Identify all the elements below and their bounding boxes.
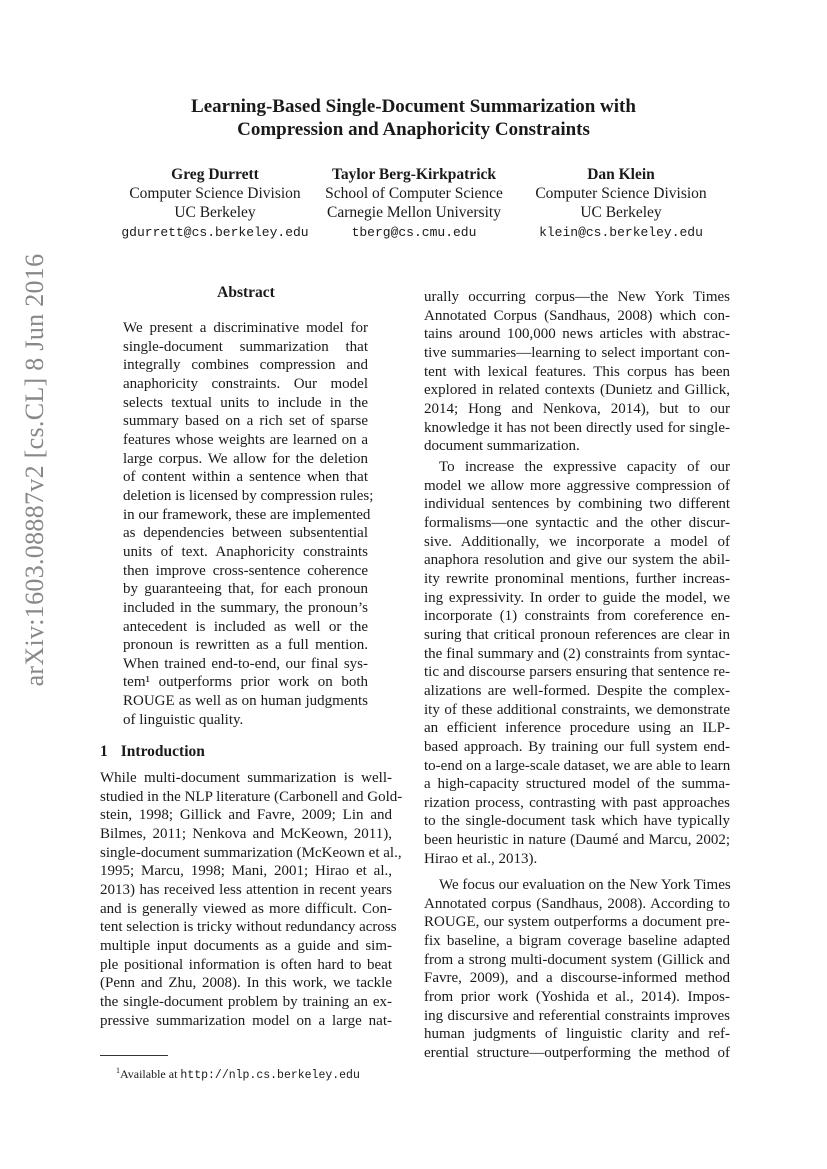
section-number: 1	[100, 743, 108, 760]
text-line: integrally combines compression and	[123, 357, 368, 374]
footnote-mark: 1	[116, 1066, 120, 1075]
text-line: of linguistic quality.	[123, 711, 244, 728]
text-line: and is generally viewed as more difficult. Con-	[100, 900, 392, 917]
text-line: When trained end-to-end, our final sys-	[123, 655, 368, 672]
text-line: a high-capacity structured model of the summa-	[424, 776, 730, 793]
text-line: pronoun is rewritten as a full mention.	[123, 637, 368, 654]
text-line: rization process, contrasting with past approaches	[424, 794, 730, 811]
text-line: While multi-document summarization is well-	[100, 770, 392, 786]
text-line: fix baseline, a bigram coverage baseline adapted	[424, 932, 730, 949]
author-email: gdurrett@cs.berkeley.edu	[121, 224, 309, 240]
text-line: been heuristic in nature (Daumé and Marcu, 2002;	[424, 832, 730, 849]
text-line: anaphoricity constraints. Our model	[123, 375, 368, 392]
text-line: then improve cross-sentence coherence	[123, 562, 368, 579]
text-line: model we allow more aggressive compression of	[424, 477, 730, 494]
text-line: Favre, 2009), and a discourse-informed method	[424, 970, 730, 987]
text-line: We focus our evaluation on the New York Times	[439, 877, 731, 893]
text-line: 1995; Marcu, 1998; Mani, 2001; Hirao et al.,	[100, 863, 392, 880]
text-line: knowledge it has not been directly used for single-	[424, 419, 730, 436]
author-institution: UC Berkeley	[580, 204, 662, 222]
text-line: We present a discriminative model for	[123, 320, 368, 336]
text-line: Hirao et al., 2013).	[424, 850, 538, 867]
text-line: studied in the NLP literature (Carbonell and Gold-	[100, 788, 403, 805]
text-line: of content within a sentence when that	[123, 469, 368, 486]
text-line: from prior work (Yoshida et al., 2014). Impos-	[424, 988, 730, 1005]
text-line: single-document summarization that	[123, 338, 368, 355]
author-institution: UC Berkeley	[174, 204, 256, 222]
section-title: Introduction	[120, 743, 205, 760]
author-email: klein@cs.berkeley.edu	[539, 224, 703, 240]
text-line: the single-document problem by training an ex-	[100, 993, 392, 1010]
text-line: summary based on a rich set of sparse	[123, 413, 368, 430]
text-line: ing discursive and referential constraints improves	[424, 1007, 730, 1024]
text-line: included in the summary, the pronoun’s	[123, 599, 368, 616]
text-line: sive. Additionally, we incorporate a model of	[424, 533, 730, 550]
text-line: tive summaries—learning to select important con-	[424, 344, 730, 361]
text-line: ing expressivity. In order to guide the model, we	[424, 589, 730, 606]
text-line: erential structure—outperforming the method of	[424, 1044, 730, 1061]
abstract-heading: Abstract	[217, 284, 275, 301]
text-line: (Penn and Zhu, 2008). In this work, we tackle	[100, 975, 392, 992]
text-line: selects textual units to include in the	[123, 394, 368, 411]
text-line: antecedent is included as well or the	[123, 618, 368, 635]
text-line: 2014; Hong and Nenkova, 2014), but to our	[424, 400, 730, 417]
title-line: Learning-Based Single-Document Summarization with	[191, 96, 636, 117]
text-line: tent with lexical features. This corpus has been	[424, 363, 730, 380]
text-line: by guaranteeing that, for each pronoun	[123, 581, 368, 598]
text-line: an efficient inference procedure using an ILP-	[424, 720, 730, 737]
right-paragraph-3	[424, 876, 730, 1063]
author-name: Taylor Berg-Kirkpatrick	[331, 166, 497, 183]
text-line: units of text. Anaphoricity constraints	[123, 543, 368, 560]
footnote-url[interactable]: http://nlp.cs.berkeley.edu	[180, 1069, 360, 1082]
author-affiliation: Computer Science Division	[129, 185, 301, 203]
text-line: ple positional information is often hard to beat	[100, 956, 392, 973]
text-line: single-document summarization (McKeown et al.,	[100, 844, 402, 861]
text-line: stein, 1998; Gillick and Favre, 2009; Lin and	[100, 807, 392, 824]
author-institution: Carnegie Mellon University	[327, 204, 501, 222]
text-line: from a strong multi-document system (Gillick and	[424, 951, 730, 968]
text-line: as dependencies between subsentential	[123, 525, 368, 542]
right-paragraph-2	[424, 458, 730, 868]
text-line: urally occurring corpus—the New York Times	[424, 289, 730, 305]
author-name: Dan Klein	[587, 166, 655, 183]
text-line: to the single-document task which have typically	[424, 813, 730, 830]
footnote-text: Available at	[120, 1067, 181, 1081]
text-line: tent selection is tricky without redundancy across	[100, 919, 397, 936]
text-line: based approach. By training our full system end-	[424, 738, 730, 755]
text-line: formalisms—one syntactic and the other discur-	[424, 514, 730, 531]
text-line: To increase the expressive capacity of our	[439, 459, 730, 475]
text-line: Bilmes, 2011; Nenkova and McKeown, 2011),	[100, 825, 392, 842]
text-line: multiple input documents as a guide and sim-	[100, 937, 392, 954]
text-line: tem¹ outperforms prior work on both	[123, 674, 368, 691]
section-heading	[100, 743, 205, 761]
right-paragraph-1	[424, 288, 730, 456]
text-line: incorporate (1) constraints from coreference en-	[424, 608, 730, 625]
arxiv-identifier: arXiv:1603.08887v2 [cs.CL] 8 Jun 2016	[20, 253, 49, 687]
author-name: Greg Durrett	[171, 166, 259, 183]
text-line: ROUGE, our system outperforms a document pre-	[424, 914, 730, 931]
text-line: tains around 100,000 news articles with abstrac-	[424, 326, 730, 343]
intro-paragraph	[100, 769, 403, 1030]
footnote	[116, 1066, 360, 1082]
text-line: the final summary and (2) constraints from syntac-	[424, 645, 730, 662]
author-block	[294, 165, 534, 242]
text-line: 2013) has received less attention in recent years	[100, 881, 392, 898]
text-line: tic and discourse parsers ensuring that sentence re-	[424, 664, 730, 681]
text-line: ity rewrite pronominal mentions, further increas-	[424, 570, 730, 587]
author-email: tberg@cs.cmu.edu	[351, 224, 477, 240]
text-line: large corpus. We allow for the deletion	[123, 450, 368, 467]
text-line: pressive summarization model on a large nat-	[100, 1012, 392, 1029]
text-line: human judgments of linguistic clarity and ref-	[424, 1026, 730, 1043]
author-affiliation: Computer Science Division	[535, 185, 707, 203]
author-block	[501, 165, 741, 242]
text-line: to-end on a large-scale dataset, we are able to learn	[424, 757, 731, 774]
text-line: in our framework, these are implemented	[123, 506, 371, 523]
title-line: Compression and Anaphoricity Constraints	[237, 119, 590, 140]
footnote-rule	[100, 1055, 168, 1056]
text-line: suring that critical pronoun references are clear in	[424, 626, 730, 643]
author-affiliation: School of Computer Science	[325, 185, 503, 203]
paper-title	[0, 95, 827, 141]
text-line: document summarization.	[424, 438, 580, 455]
text-line: explored in related contexts (Dunietz and Gillick,	[424, 382, 730, 399]
text-line: alizations are well-formed. Despite the complex-	[424, 682, 730, 699]
text-line: anaphora resolution and give our system the abil-	[424, 552, 730, 569]
text-line: ROUGE as well as on human judgments	[123, 693, 368, 710]
text-line: Annotated corpus (Sandhaus, 2008). According to	[424, 895, 730, 912]
text-line: ity of these additional constraints, we demonstrate	[424, 701, 730, 718]
text-line: Annotated Corpus (Sandhaus, 2008) which con-	[424, 307, 730, 324]
text-line: deletion is licensed by compression rules;	[123, 487, 374, 504]
text-line: features whose weights are learned on a	[123, 431, 368, 448]
abstract-text	[123, 319, 374, 729]
text-line: individual sentences by combining two different	[424, 496, 730, 513]
